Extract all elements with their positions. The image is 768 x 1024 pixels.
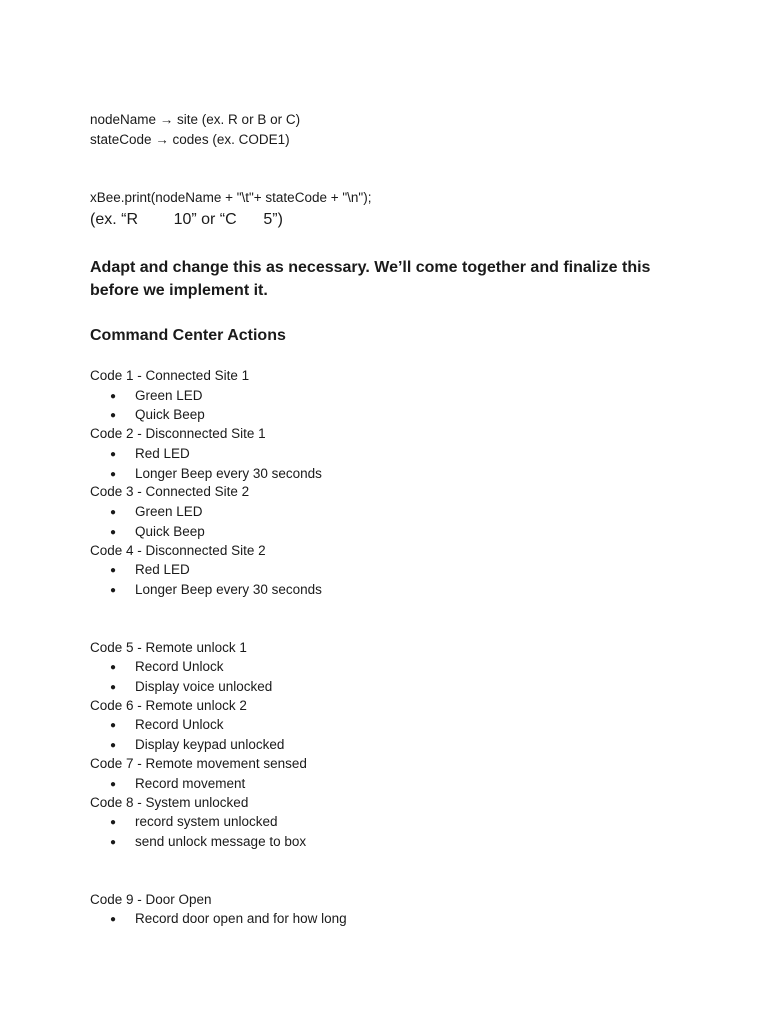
code-label: Code 6 - Remote unlock 2 (90, 698, 247, 713)
section-title: Command Center Actions (90, 327, 286, 344)
list-item (110, 465, 322, 484)
bullet-icon: ● (110, 585, 117, 596)
list-item (110, 658, 224, 677)
list-item (110, 503, 203, 522)
list-item (110, 736, 284, 755)
bullet-icon: ● (110, 449, 117, 460)
list-item (110, 523, 205, 542)
print-example: (ex. “R 10” or “C 5”) (90, 211, 283, 228)
action-text: record system unlocked (135, 814, 278, 829)
adapt-note: Adapt and change this as necessary. We’ll come together and finalize this before we implement it. (90, 259, 651, 299)
bullet-icon: ● (110, 662, 117, 673)
code-label: Code 9 - Door Open (90, 892, 212, 907)
action-text: Quick Beep (135, 407, 205, 422)
node-name-mapping: nodeName → site (ex. R or B or C) (90, 112, 301, 127)
bullet-icon: ● (110, 391, 117, 402)
bullet-icon: ● (110, 469, 117, 480)
list-item (110, 910, 347, 929)
bullet-icon: ● (110, 837, 117, 848)
action-text: Green LED (135, 504, 203, 519)
list-item (110, 445, 190, 464)
code-label: Code 8 - System unlocked (90, 795, 249, 810)
action-text: Record door open and for how long (135, 911, 347, 926)
action-text: Longer Beep every 30 seconds (135, 466, 322, 481)
action-text: Display keypad unlocked (135, 737, 285, 752)
bullet-icon: ● (110, 527, 117, 538)
bullet-icon: ● (110, 410, 117, 421)
bullet-icon: ● (110, 779, 117, 790)
bullet-icon: ● (110, 565, 117, 576)
action-text: send unlock message to box (135, 834, 307, 849)
action-text: Red LED (135, 562, 190, 577)
bullet-icon: ● (110, 720, 117, 731)
action-text: Green LED (135, 388, 203, 403)
code-label: Code 4 - Disconnected Site 2 (90, 543, 266, 558)
action-text: Record movement (135, 776, 246, 791)
action-text: Red LED (135, 446, 190, 461)
list-item (110, 581, 322, 600)
list-item (110, 813, 278, 832)
bullet-icon: ● (110, 740, 117, 751)
list-item (110, 561, 190, 580)
bullet-icon: ● (110, 817, 117, 828)
list-item (110, 406, 205, 425)
bullet-icon: ● (110, 682, 117, 693)
list-item (110, 387, 203, 406)
list-item (110, 678, 272, 697)
list-item (110, 833, 306, 852)
action-text: Quick Beep (135, 524, 205, 539)
code-label: Code 2 - Disconnected Site 1 (90, 426, 266, 441)
list-item (110, 716, 224, 735)
print-statement: xBee.print(nodeName + "\t"+ stateCode + "\n"); (90, 190, 372, 205)
code-label: Code 7 - Remote movement sensed (90, 756, 307, 771)
bullet-icon: ● (110, 914, 117, 925)
action-text: Longer Beep every 30 seconds (135, 582, 322, 597)
action-text: Record Unlock (135, 659, 224, 674)
action-text: Display voice unlocked (135, 679, 273, 694)
code-label: Code 3 - Connected Site 2 (90, 484, 250, 499)
code-label: Code 5 - Remote unlock 1 (90, 640, 247, 655)
list-item (110, 775, 245, 794)
code-label: Code 1 - Connected Site 1 (90, 368, 250, 383)
bullet-icon: ● (110, 507, 117, 518)
action-text: Record Unlock (135, 717, 224, 732)
state-code-mapping: stateCode → codes (ex. CODE1) (90, 132, 290, 147)
